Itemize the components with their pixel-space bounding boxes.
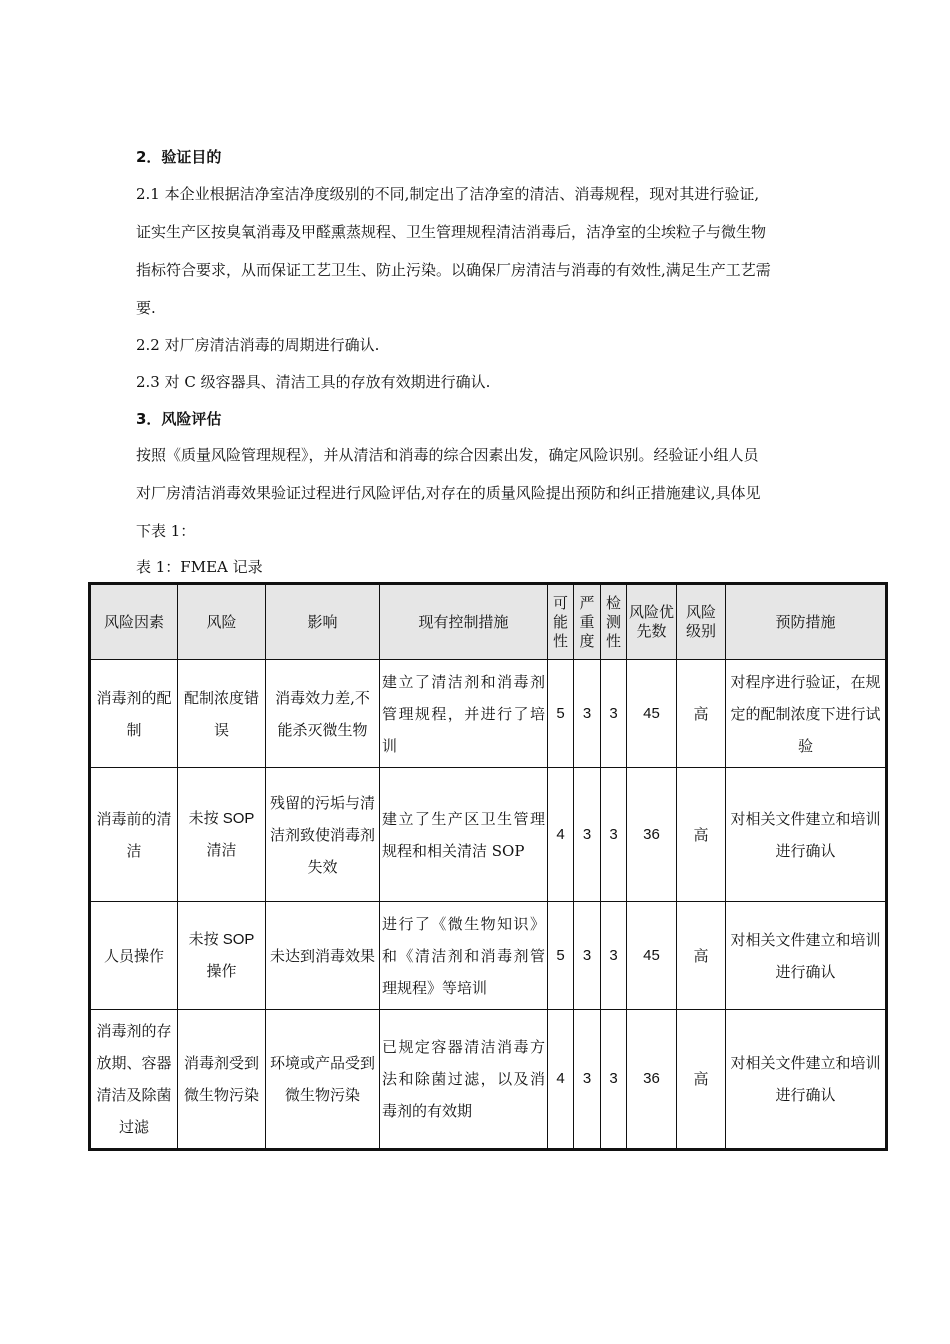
header-risk-level: 风险级别 [677,584,726,660]
cell-probability: 5 [548,660,574,768]
cell-risk: 未按 SOP 操作 [178,902,266,1010]
paragraph-3-line-3: 下表 1： [136,522,196,540]
cell-severity: 3 [574,1010,601,1150]
cell-factor: 消毒剂的存放期、容器清洁及除菌过滤 [90,1010,178,1150]
header-risk: 风险 [178,584,266,660]
cell-control: 已规定容器清洁消毒方法和除菌过滤，以及消毒剂的有效期 [380,1010,548,1150]
cell-detectability: 3 [601,768,627,902]
cell-detectability: 3 [601,1010,627,1150]
table-header-row [90,584,887,660]
paragraph-2-3: 2.3 对 C 级容器具、清洁工具的存放有效期进行确认. [136,373,491,391]
cell-rpn: 45 [627,902,677,1010]
cell-level: 高 [677,902,726,1010]
cell-impact: 残留的污垢与清洁剂致使消毒剂失效 [266,768,380,902]
cell-factor: 人员操作 [90,902,178,1010]
cell-severity: 3 [574,768,601,902]
table-row [90,660,887,768]
cell-control: 建立了生产区卫生管理规程和相关清洁 SOP [380,768,548,902]
section-3-heading: 3．风险评估 [136,410,222,428]
cell-risk: 消毒剂受到微生物污染 [178,1010,266,1150]
cell-detectability: 3 [601,902,627,1010]
cell-prevent: 对相关文件建立和培训进行确认 [726,902,887,1010]
paragraph-3-line-2: 对厂房清洁消毒效果验证过程进行风险评估,对存在的质量风险提出预防和纠正措施建议,具体见 [136,484,761,502]
table-row [90,768,887,902]
cell-probability: 5 [548,902,574,1010]
table-row [90,902,887,1010]
cell-risk: 未按 SOP 清洁 [178,768,266,902]
header-preventive-measures: 预防措施 [726,584,887,660]
cell-prevent: 对相关文件建立和培训进行确认 [726,768,887,902]
cell-impact: 未达到消毒效果 [266,902,380,1010]
cell-rpn: 45 [627,660,677,768]
header-detectability: 检测性 [601,584,627,660]
cell-impact: 消毒效力差,不能杀灭微生物 [266,660,380,768]
cell-level: 高 [677,1010,726,1150]
cell-prevent: 对相关文件建立和培训进行确认 [726,1010,887,1150]
paragraph-2-2: 2.2 对厂房清洁消毒的周期进行确认. [136,336,380,354]
cell-impact: 环境或产品受到微生物污染 [266,1010,380,1150]
cell-probability: 4 [548,1010,574,1150]
cell-control: 建立了清洁剂和消毒剂管理规程，并进行了培训 [380,660,548,768]
cell-control: 进行了《微生物知识》和《清洁剂和消毒剂管理规程》等培训 [380,902,548,1010]
cell-rpn: 36 [627,768,677,902]
header-probability: 可能性 [548,584,574,660]
table-caption: 表 1：FMEA 记录 [136,558,263,576]
cell-factor: 消毒剂的配制 [90,660,178,768]
section-2-heading: 2．验证目的 [136,148,222,166]
cell-risk: 配制浓度错误 [178,660,266,768]
header-severity: 严重度 [574,584,601,660]
cell-detectability: 3 [601,660,627,768]
cell-rpn: 36 [627,1010,677,1150]
cell-level: 高 [677,660,726,768]
cell-factor: 消毒前的清洁 [90,768,178,902]
paragraph-2-1-line-1: 2.1 本企业根据洁净室洁净度级别的不同,制定出了洁净室的清洁、消毒规程，现对其进行验证, [136,185,760,203]
cell-level: 高 [677,768,726,902]
cell-prevent: 对程序进行验证，在规定的配制浓度下进行试验 [726,660,887,768]
cell-probability: 4 [548,768,574,902]
header-risk-factor: 风险因素 [90,584,178,660]
paragraph-2-1-line-3: 指标符合要求，从而保证工艺卫生、防止污染。以确保厂房清洁与消毒的有效性,满足生产工艺需 [136,261,771,279]
table-row [90,1010,887,1150]
header-existing-controls: 现有控制措施 [380,584,548,660]
header-impact: 影响 [266,584,380,660]
cell-severity: 3 [574,660,601,768]
paragraph-2-1-line-4: 要. [136,299,156,317]
paragraph-2-1-line-2: 证实生产区按臭氧消毒及甲醛熏蒸规程、卫生管理规程清洁消毒后，洁净室的尘埃粒子与微生物 [136,223,767,241]
paragraph-3-line-1: 按照《质量风险管理规程》，并从清洁和消毒的综合因素出发，确定风险识别。经验证小组人员 [136,446,759,464]
cell-severity: 3 [574,902,601,1010]
fmea-table [88,582,888,1151]
header-rpn: 风险优先数 [627,584,677,660]
